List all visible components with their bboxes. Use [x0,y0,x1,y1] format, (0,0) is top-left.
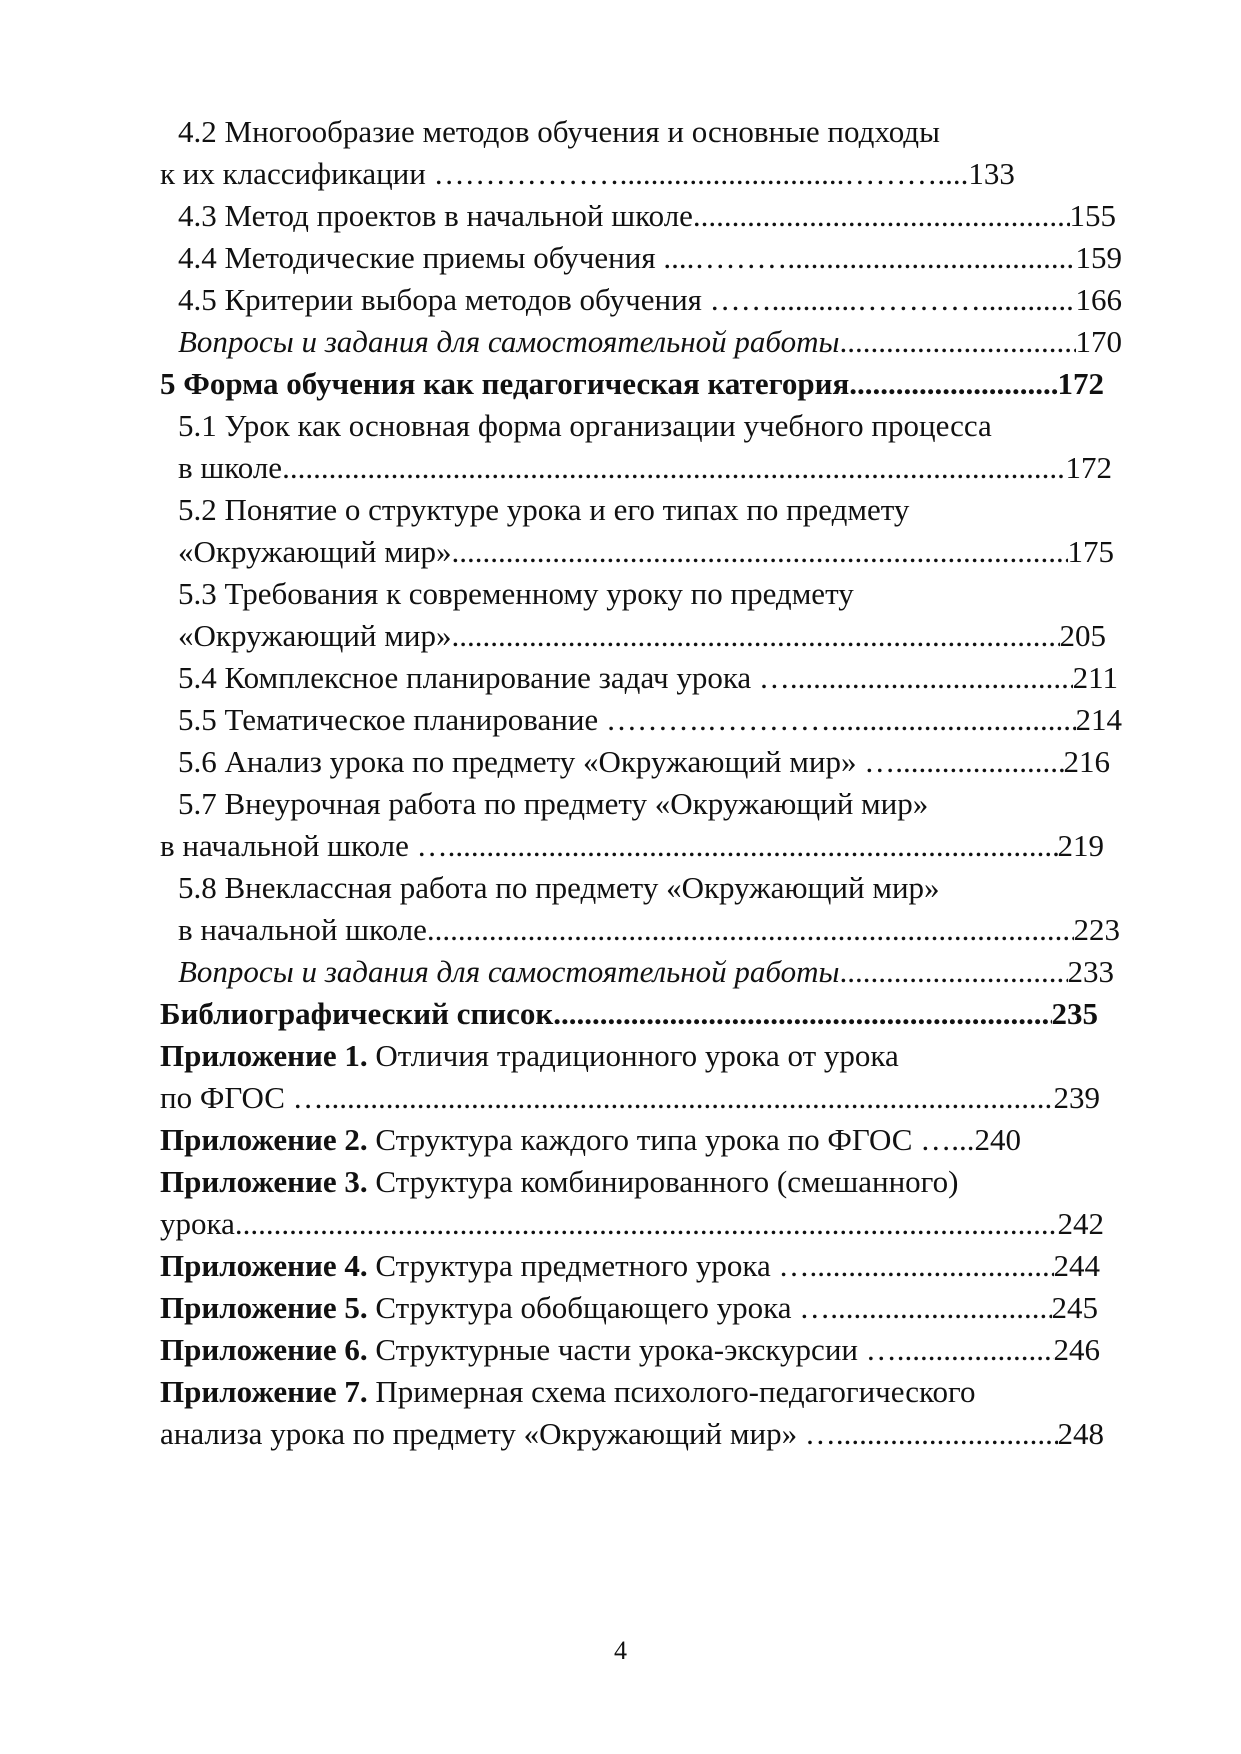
page-ref: 233 [1067,954,1114,989]
toc-bibliography[interactable]: Библиографический список ..... 235 [160,993,1098,1035]
page-ref: 235 [1051,996,1098,1031]
page-ref: 170 [1075,324,1122,359]
page-ref: 240 [974,1122,1021,1157]
page-ref: 239 [1053,1080,1100,1115]
page-ref: 245 [1051,1290,1098,1325]
page-ref: 216 [1063,744,1110,779]
toc-appendix-1-line1: Приложение 1. Отличия традиционного урока от урока [160,1038,899,1073]
page-ref: 211 [1072,660,1118,695]
toc-entry-4-5[interactable]: 4.5 Критерии выбора методов обучения ……...........………….. ..... 166 [160,279,1122,321]
page-ref: 219 [1057,828,1104,863]
toc-appendix-2[interactable]: Приложение 2. Структура каждого типа урока по ФГОС …... 240 [160,1119,1102,1161]
page-ref: 159 [1075,240,1122,275]
toc-entry-5-1-line2[interactable]: в школе ..... 172 [160,447,1112,489]
toc-entry-5-8-line2[interactable]: в начальной школе ..... 223 [160,909,1120,951]
toc-questions-ch4[interactable]: Вопросы и задания для самостоятельной работы ..... 170 [160,321,1122,363]
toc-entry-5-8-line1: 5.8 Внеклассная работа по предмету «Окружающий мир» [178,870,940,905]
toc-entry-4-2-line1: 4.2 Многообразие методов обучения и основные подходы [178,114,940,149]
toc-entry-5-5[interactable]: 5.5 Тематическое планирование ……….………… ..... 214 [160,699,1122,741]
toc-appendix-5[interactable]: Приложение 5. Структура обобщающего урока … ..... 245 [160,1287,1098,1329]
page-ref: 133 [968,156,1015,191]
toc-entry-4-4[interactable]: 4.4 Методические приемы обучения ....……….......................... ..... 159 [160,237,1122,279]
page-ref: 214 [1075,702,1122,737]
toc-questions-ch5[interactable]: Вопросы и задания для самостоятельной работы ..... 233 [160,951,1114,993]
toc-entry-5-2-line1: 5.2 Понятие о структуре урока и его типах по предмету [178,492,910,527]
page-ref: 244 [1053,1248,1100,1283]
toc-appendix-7-line1: Приложение 7. Примерная схема психолого-педагогического [160,1374,976,1409]
toc-appendix-1-line2[interactable]: по ФГОС … ..... 239 [160,1077,1100,1119]
toc-entry-5-7-line2[interactable]: в начальной школе … ..... 219 [160,825,1104,867]
page-ref: 172 [1057,366,1104,401]
toc-appendix-3-line1: Приложение 3. Структура комбинированного (смешанного) [160,1164,959,1199]
toc-entry-5-1-line1: 5.1 Урок как основная форма организации учебного процесса [178,408,992,443]
toc-entry-4-3[interactable]: 4.3 Метод проектов в начальной школе ..... 155 [160,195,1116,237]
toc-appendix-4[interactable]: Приложение 4. Структура предметного урока … ..... 244 [160,1245,1100,1287]
toc-appendix-3-line2[interactable]: урока ..... 242 [160,1203,1104,1245]
toc-appendix-6[interactable]: Приложение 6. Структурные части урока-экскурсии … ..... 246 [160,1329,1100,1371]
page-ref: 172 [1065,450,1112,485]
toc-chapter-5[interactable]: 5 Форма обучения как педагогическая категория ..... 172 [160,363,1104,405]
toc-entry-5-3-line2[interactable]: «Окружающий мир» ..... 205 [160,615,1106,657]
toc-entry-4-2-line2[interactable]: к их классификации ……………….............................……….... 133 [160,153,1106,195]
page-ref: 205 [1059,618,1106,653]
page-ref: 166 [1075,282,1122,317]
page-ref: 246 [1053,1332,1100,1367]
toc-entry-5-3-line1: 5.3 Требования к современному уроку по предмету [178,576,854,611]
page-ref: 223 [1073,912,1120,947]
page-ref: 242 [1057,1206,1104,1241]
toc-entry-5-2-line2[interactable]: «Окружающий мир» ..... 175 [160,531,1114,573]
toc-entry-5-6[interactable]: 5.6 Анализ урока по предмету «Окружающий мир» … ..... 216 [160,741,1110,783]
table-of-contents [160,111,1122,1455]
page-ref: 175 [1067,534,1114,569]
toc-appendix-7-line2[interactable]: анализа урока по предмету «Окружающий мир» … ..... 248 [160,1413,1104,1455]
page-number: 4 [614,1636,627,1665]
page-ref: 248 [1057,1416,1104,1451]
toc-entry-5-7-line1: 5.7 Внеурочная работа по предмету «Окружающий мир» [178,786,929,821]
toc-entry-5-4[interactable]: 5.4 Комплексное планирование задач урока … ..... 211 [160,657,1118,699]
page-ref: 155 [1069,198,1116,233]
